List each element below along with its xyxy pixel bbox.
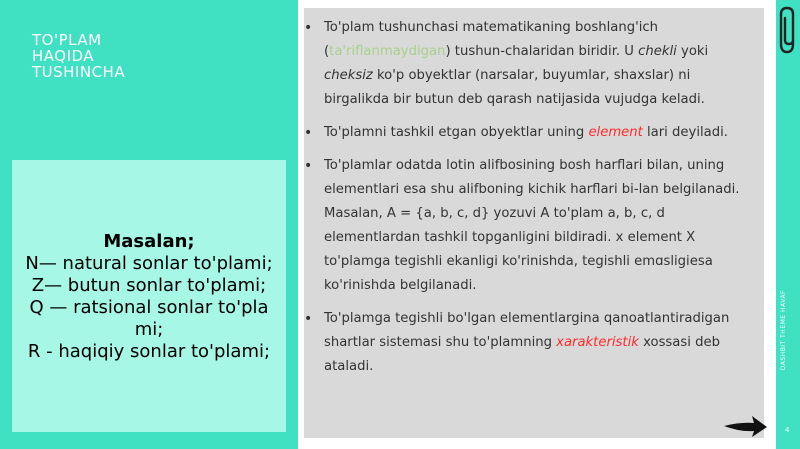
- example-line: R - haqiqiy sonlar to'plami;: [27, 340, 271, 362]
- paperclip-icon: [775, 4, 800, 60]
- slide-title: [32, 32, 232, 80]
- example-line: mi;: [134, 318, 164, 340]
- italic-term: chekli: [638, 44, 677, 59]
- highlight-red-term: xarakteristik: [556, 335, 639, 350]
- bullet-item: [304, 154, 750, 298]
- example-heading: Masalan;: [103, 230, 195, 252]
- bullet-dot: •: [304, 20, 313, 36]
- highlight-green-term: ta'riflanmaydigan: [329, 44, 446, 59]
- example-line: Q — ratsional sonlar to'pla: [29, 296, 269, 318]
- bullet-item: [304, 121, 750, 145]
- title-line-2: HAQIDA: [32, 47, 95, 65]
- bullet-dot: •: [304, 125, 313, 141]
- bullet-item: [304, 16, 750, 112]
- text-run: lari deyiladi.: [642, 125, 728, 140]
- content-panel: [304, 8, 764, 438]
- bullet-item: [304, 307, 750, 379]
- left-panel: [0, 0, 298, 449]
- bullet-list: [304, 16, 750, 388]
- text-run: yoki: [676, 44, 709, 59]
- highlight-red-term: element: [588, 125, 643, 140]
- bullet-dot: •: [304, 311, 313, 327]
- arrow-right-icon[interactable]: [722, 414, 768, 442]
- title-line-1: TO'PLAM: [32, 31, 102, 49]
- text-run: To'plamni tashkil etgan obyektlar uning: [324, 125, 589, 140]
- example-box: [12, 160, 286, 432]
- example-line: Z— butun sonlar to'plami;: [31, 274, 267, 296]
- text-run: ko'p obyektlar (narsalar, buyumlar, shaxslar) ni birgalikda bir butun deb qarash natijasida vujudga keladi.: [324, 68, 705, 107]
- text-run: To'plamlar odatda lotin alifbosining bosh harflari bilan, uning elementlari esa shu alifboning kichik harflari bi-lan belgilanadi. Masalan, A = {a, b, c, d} yozuvi A to'plam a, b, c, d elementlardan tashkil topganligini bildiradi. x element X to'plamga tegishli ekanligi ko'rinishda, tegishli emɑsligiesa ko'rinishda belgilanadi.: [324, 158, 740, 293]
- text-run: xossasi deb ataladi.: [324, 335, 720, 374]
- italic-term: cheksiz: [324, 68, 373, 83]
- sidebar-vertical-text: DASHBIT THEME HAVAF: [780, 290, 787, 371]
- text-run: ) tushun-chalaridan biridir. U: [445, 44, 639, 59]
- bullet-dot: •: [304, 158, 313, 174]
- page-number: 4: [785, 426, 790, 434]
- title-line-3: TUSHINCHA: [32, 63, 126, 81]
- text-run: To'plamga tegishli bo'lgan elementlargina qanoatlantiradigan shartlar sistemasi shu to'plamning: [324, 311, 730, 350]
- example-line: N— natural sonlar to'plami;: [25, 252, 273, 274]
- text-run: To'plam tushunchasi matematikaning boshlang'ich (: [324, 20, 658, 59]
- right-sidebar: [776, 0, 800, 449]
